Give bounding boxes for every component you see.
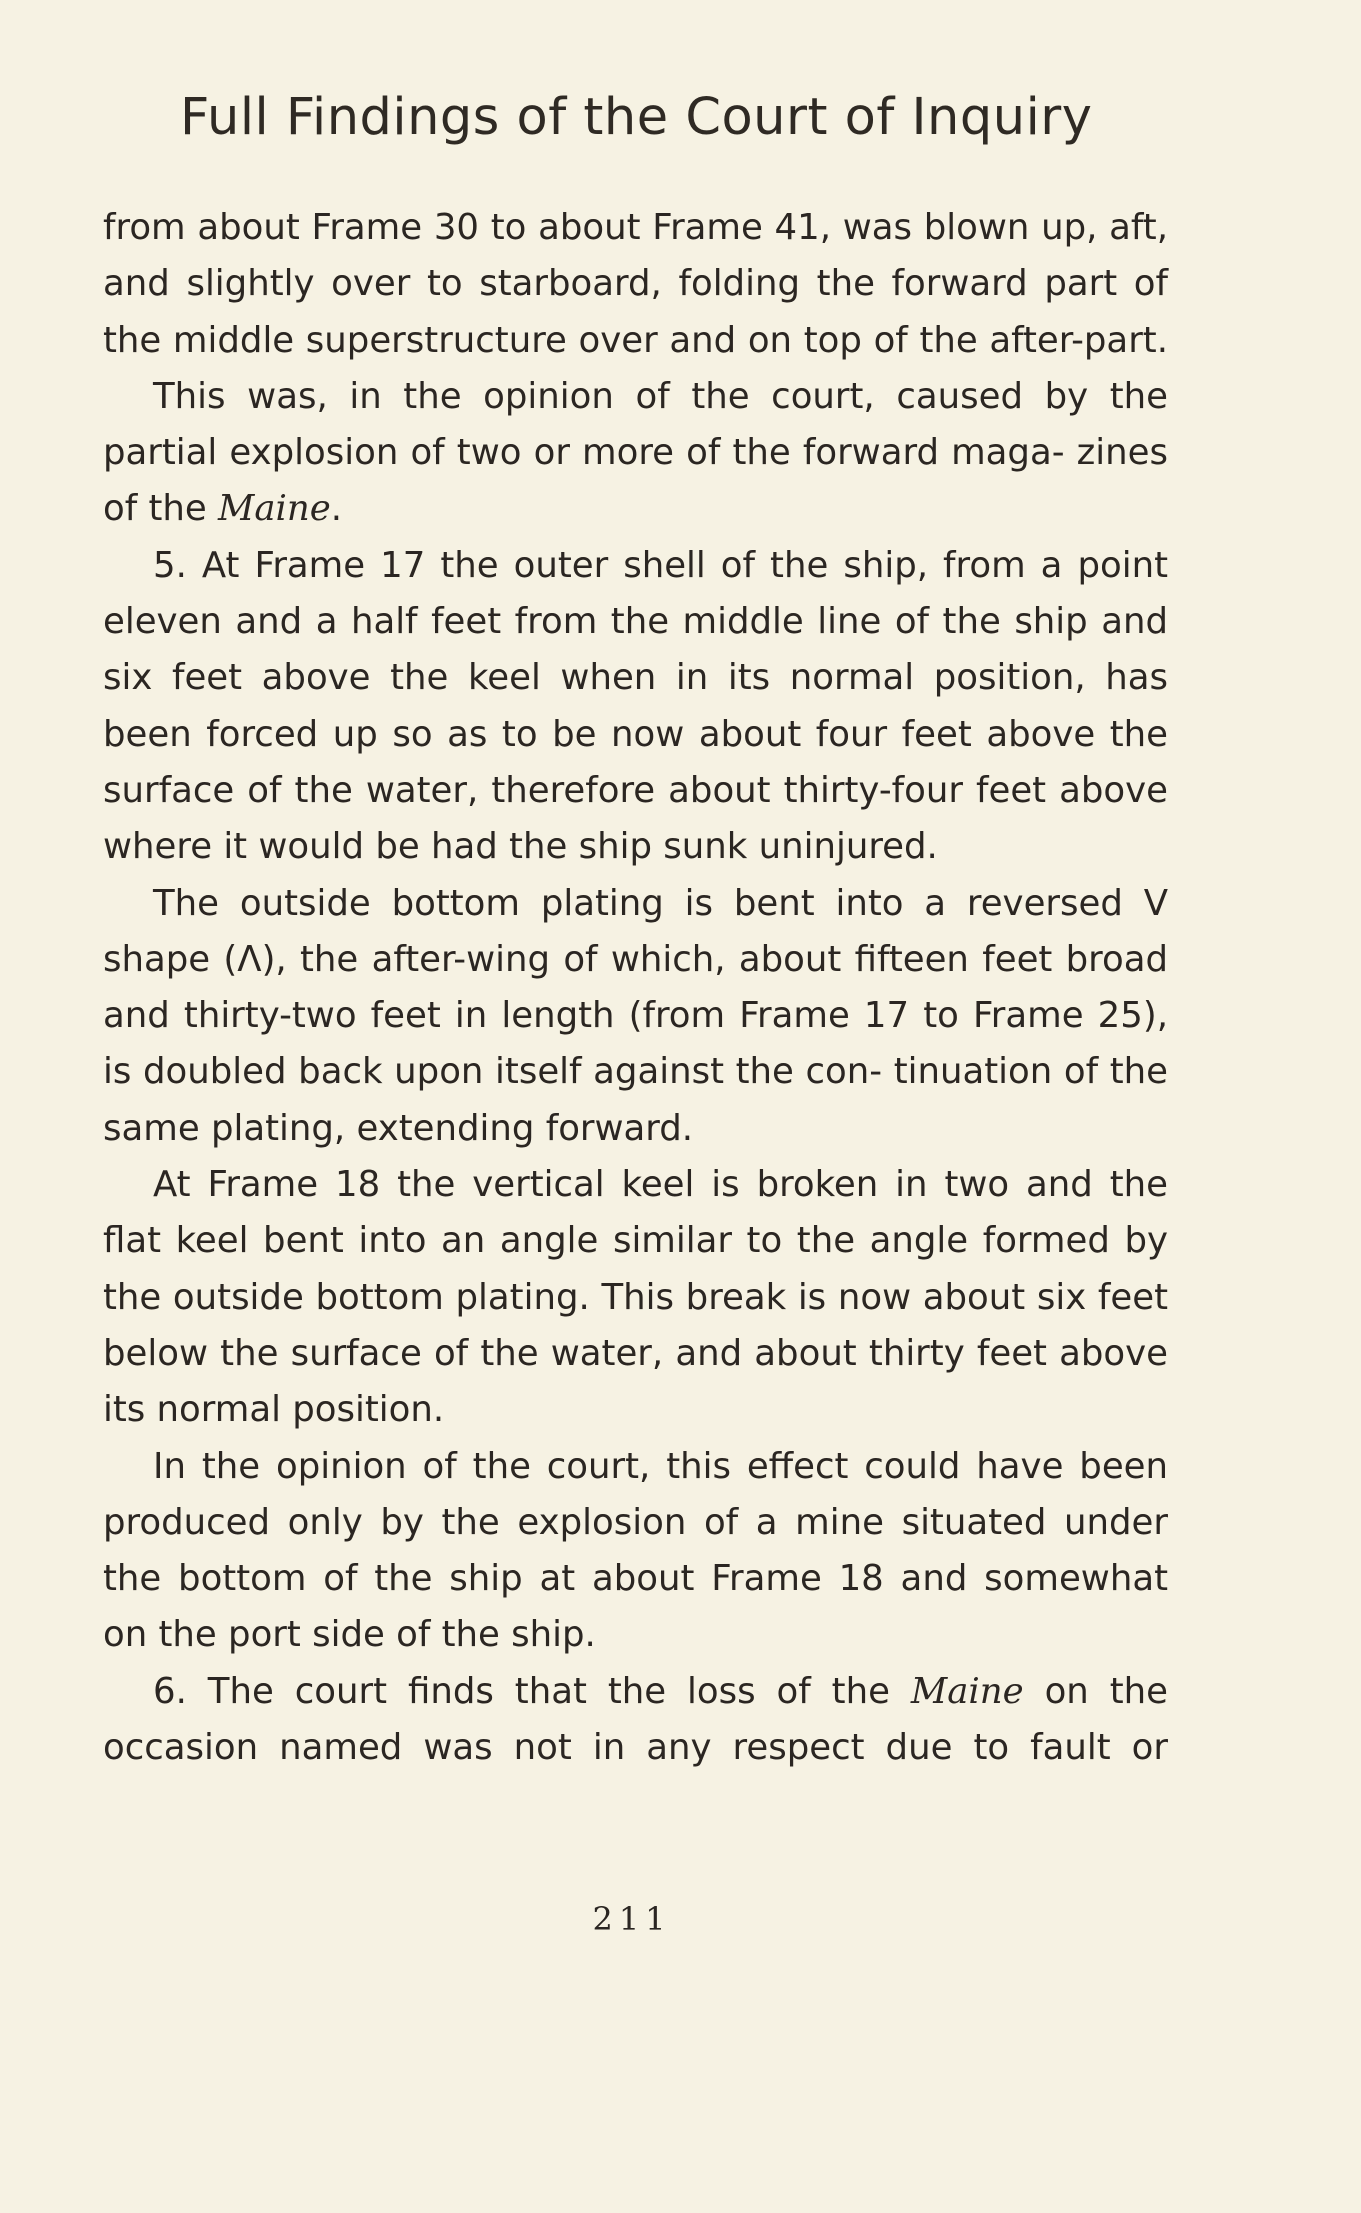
paragraph-2-end: . (330, 488, 343, 530)
paragraph-6: In the opinion of the court, this effect could have been produced only by the explosion of a mine situated under the bottom of the ship at about Frame 18 and somewhat on the port side of the ship. (103, 1445, 1168, 1656)
page-body (103, 200, 1168, 1776)
paragraph-7 (103, 1664, 1168, 1777)
paragraph-1: from about Frame 30 to about Frame 41, was blown up, aft, and slightly over to starboard, folding the forward part of the middle superstructure over and on top of the after-part. (103, 207, 1168, 361)
ship-name-italic: Maine (910, 1670, 1024, 1712)
paragraph-7-end: on the occasion named was not in any respect due to fault or (103, 1670, 1168, 1769)
paragraph-2-text: This was, in the opinion of the court, caused by the partial explosion of two or more of the forward maga- zines of the (103, 375, 1168, 530)
paragraph-3: 5. At Frame 17 the outer shell of the ship, from a point eleven and a half feet from the middle line of the ship and six feet above the keel when in its normal position, has been forced up so as to be now about four feet above the surface of the water, therefore about thirty-four feet above where it would be had the ship sunk uninjured. (103, 544, 1168, 868)
paragraph-4: The outside bottom plating is bent into a reversed V shape (Λ), the after-wing of which, about fifteen feet broad and thirty-two feet in length (from Frame 17 to Frame 25), is doubled back upon itself against the con- tinuation of the same plating, extending forward. (103, 882, 1168, 1149)
paragraph-7-text: 6. The court finds that the loss of the (153, 1670, 911, 1712)
running-head: Full Findings of the Court of Inquiry (180, 88, 1093, 147)
ship-name-italic: Maine (218, 488, 331, 530)
paragraph-5: At Frame 18 the vertical keel is broken in two and the flat keel bent into an angle similar to the angle formed by the outside bottom plating. This break is now about six feet below the surface of the water, and about thirty feet above its normal position. (103, 1164, 1168, 1431)
paragraph-2 (103, 369, 1168, 538)
page-number: 211 (592, 1900, 672, 1938)
